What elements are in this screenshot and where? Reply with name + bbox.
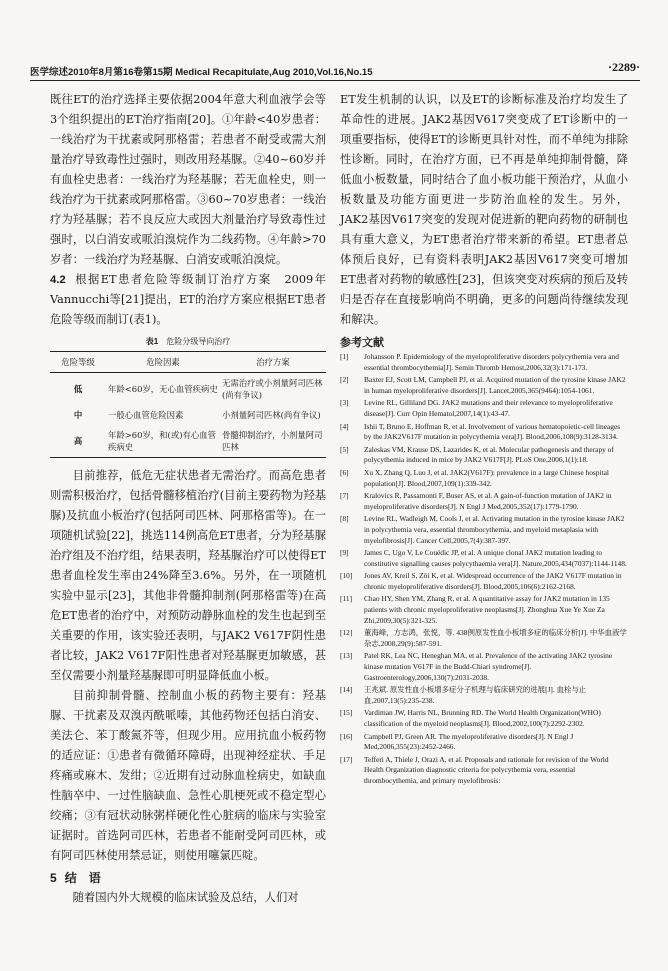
table-header-row	[50, 352, 326, 373]
reference-item	[340, 708, 628, 729]
section-number: 4.2	[50, 274, 66, 286]
reference-number: [6]	[340, 467, 349, 477]
section-text: 结 语	[64, 871, 101, 885]
reference-item	[340, 548, 628, 569]
reference-number: [8]	[340, 514, 349, 524]
reference-item	[340, 571, 628, 592]
reference-text: Johansson P. Epidemiology of the myeloproliferative disorders polycythemia vera and essential thrombocythemia[J]. Semin Thromb Hemost,2006,32(3):171-173.	[364, 352, 619, 372]
reference-item	[340, 468, 628, 489]
reference-list	[340, 352, 628, 787]
reference-item	[340, 491, 628, 512]
reference-number: [1]	[340, 352, 349, 361]
table-caption	[50, 336, 326, 347]
reference-item	[340, 732, 628, 753]
reference-text: Baxter EJ, Scott LM, Campbell PJ, et al. Acquired mutation of the tyrosine kinase JAK2 in human myeloproliferative disorders[J]. Lancet,2005,365(9464):1054-1061.	[364, 375, 626, 395]
table-header-cell: 治疗方案	[220, 352, 326, 373]
reference-number: [17]	[340, 754, 353, 764]
reference-text: Zaleskas VM, Krause DS, Lazarides K, et al. Molecular pathogenesis and therapy of polycythemia induced in mice by JAK2 V617F[J]. PLoS One,2006,1(1):18.	[364, 444, 614, 465]
paragraph-conclusion-cont: ET发生机制的认识，以及ET的诊断标准及治疗均发生了革命性的进展。JAK2基因V617突变成了ET诊断中的一项重要指标，使得ET的诊断更具针对性，而不单纯为排除性诊断。同时，在治疗方面，已不再是单纯抑制骨髓，降低血小板数量，同时结合了血小板功能干预治疗，从血小板数量及功能方面更进一步防治血栓的发生。另外，JAK2基因V617突变的发现对促进新的靶向药物的研制也具有重大意义，为ET患者治疗带来新的希望。ET患者总体预后良好，已有资料表明JAK2基因V617突变可增加ET患者对药物的敏感性[23]，但该突变对疾病的预后及转归是否存在直接影响尚不明确，更多的问题尚待继续发现和解决。	[340, 93, 628, 326]
reference-text: James C, Ugo V, Le Couédic JP, et al. A unique clonal JAK2 mutation leading to constitutive signalling causes polycythaemia vera[J]. Nature,2005,434(7037):1144-1148.	[364, 548, 627, 568]
reference-item	[340, 755, 628, 787]
reference-number: [3]	[340, 398, 349, 408]
reference-text: Campbell PJ, Green AR. The myeloproliferative disorders[J]. N Engl J Med,2006,355(23):2452-2466.	[364, 731, 574, 752]
table-cell-factor: 年龄<60岁，无心血管疾病史	[108, 384, 218, 394]
table-cell-level: 低	[73, 384, 83, 394]
reference-text: Xu X, Zhang Q, Luo J, et al. JAK2(V617F): prevalence in a large Chinese hospital population[J]. Blood,2007,109(1):339-342.	[364, 467, 609, 488]
reference-item	[340, 422, 628, 443]
reference-number: [15]	[340, 708, 353, 718]
reference-text: Kralovics R, Passamonti F, Buser AS, et al. A gain-of-function mutation of JAK2 in myeloproliferative disorders[J]. N Engl J Med,2005,352(17):1779-1790.	[364, 491, 612, 511]
references-heading: 参考文献	[340, 337, 384, 349]
section-text: 根据ET患者危险等级制订治疗方案 2009年Vannucchi等[21]提出，ET的治疗方案应根据ET患者危险等级而制订(表1)。	[50, 273, 326, 326]
left-column	[50, 90, 326, 908]
paragraph-drugs: 目前抑制骨髓、控制血小板的药物主要有：羟基脲、干扰素及双溴丙酰哌嗪，其他药物还包括白消安、美法仑、苯丁酸氮芥等，但现少用。应用抗血小板药物的适应证：①患者有微循环障碍，出现神经症状、手足疼痛或麻木、发绀；②近期有过动脉血栓病史，如缺血性脑卒中、一过性脑缺血、急性心肌梗死或不稳定型心绞痛；③有冠状动脉粥样硬化性心脏病的临床与实验室证据时。首选阿司匹林，若患者不能耐受阿司匹林，或有阿司匹林使用禁忌证，则使用噻氯匹啶。	[50, 689, 326, 862]
paragraph-conclusion: 随着国内外大规模的临床试验及总结，人们对	[72, 891, 299, 904]
table-row	[50, 405, 326, 425]
table-cell-level: 高	[50, 425, 106, 458]
reference-number: [10]	[340, 571, 353, 581]
reference-item	[340, 398, 628, 419]
table-row	[50, 373, 326, 406]
paragraph-guidelines: 既往ET的治疗选择主要依据2004年意大利血液学会等3个组织提出的ET治疗指南[20]。①年龄<40岁患者：一线治疗为干扰素或阿那格雷；若患者不耐受或需大剂量治疗导致毒性过强时，则改用羟基脲。②40~60岁并有血栓史患者：一线治疗为羟基脲；若无血栓史，则一线治疗为干扰素或阿那格雷。③60~70岁患者：一线治疗为羟基脲；若不良反应大或因大剂量治疗导致毒性过强时，以白消安或哌泊溴烷作为二线药物。④年龄>70岁者：一线治疗为羟基脲、白消安或哌泊溴烷。	[50, 93, 326, 266]
reference-number: [7]	[340, 491, 349, 501]
reference-text: Tefferi A, Thiele J, Orazi A, et al. Proposals and rationale for revision of the World Health Organization diagnostic criteria for polycythemia vera, essential thrombocythemia, and primary myelofibrosis:	[364, 754, 609, 785]
table-label: 表1	[145, 337, 159, 346]
reference-item	[340, 594, 628, 626]
journal-citation: 医学综述2010年8月第16卷第15期 Medical Recapitulate,Aug 2010,Vol.16,No.15	[30, 67, 373, 78]
reference-text: Levine RL, Wadleigh M, Cools J, et al. Activating mutation in the tyrosine kinase JAK2 in polycythemia vera, essential thrombocythemia, and myeloid metaplasia with myelofibrosis[J]. Cancer Cell,2005,7(4):387-397.	[364, 514, 625, 545]
reference-item	[340, 685, 628, 706]
reference-text: 王兆斌. 原发性血小板增多症分子机理与临床研究的进展[J]. 血栓与止血,2007,13(5):235-238.	[364, 685, 587, 705]
reference-number: [2]	[340, 375, 349, 385]
table-title: 危险分级导向治疗	[166, 337, 231, 346]
reference-item	[340, 445, 628, 466]
reference-text: 董海峰，方志鸿，张悦，等. 438例原发性血小板增多症的临床分析[J]. 中华血液学杂志,2008,29(9):587-591.	[364, 628, 627, 648]
risk-table	[50, 351, 326, 458]
paragraph-recommendation: 目前推荐，低危无症状患者无需治疗。而高危患者则需积极治疗，包括骨髓移植治疗(目前主要药物为羟基脲)及抗血小板治疗(包括阿司匹林、阿那格雷等)。在一项随机试验[22]，挑选114例高危ET患者，分为羟基脲治疗组及不治疗组，结果表明，羟基脲治疗可以使得ET患者血栓发生率由24%降至3.6%。另外，在一项随机实验中显示[23]，其他非骨髓抑制剂(阿那格雷等)在高危ET患者的治疗中，对预防动静脉血栓的发生也起到至关重要的作用，该实验还表明，与JAK2 V617F阴性患者比较，JAK2 V617F阳性患者对羟基脲更加敏感，甚至仅需要小剂量羟基脲即可明显降低血小板。	[50, 469, 326, 682]
reference-number: [16]	[340, 731, 353, 741]
right-column	[340, 90, 628, 789]
reference-number: [9]	[340, 548, 349, 558]
reference-text: Patel RK, Lea NC, Heneghan MA, et al. Prevalence of the activating JAK2 tyrosine kinase mutation V617F in the Budd-Chiari syndrome[J]. Gastroenterology,2006,130(7):2031-2038.	[364, 651, 613, 682]
table-cell-therapy: 骨髓抑制治疗，小剂量阿司匹林	[220, 425, 326, 458]
reference-number: [5]	[340, 444, 349, 454]
reference-text: Jones AV, Kreil S, Zöi K, et al. Widespread occurrence of the JAK2 V617F mutation in chronic myeloproliferative disorders[J]. Blood,2005,106(6):2162-2168.	[364, 571, 622, 591]
table-cell-therapy: 小剂量阿司匹林(尚有争议)	[222, 410, 321, 420]
table-cell-factor: 年龄>60岁，和(或)有心血管疾病史	[106, 425, 220, 458]
table-cell-therapy: 无需治疗或小剂量阿司匹林(尚有争议)	[222, 378, 323, 400]
page-number: ·2289·	[607, 60, 640, 74]
running-header	[30, 60, 640, 81]
reference-text: Chao HY, Shen YM, Zhang R, et al. A quantitative assay for JAK2 mutation in 135 patients with chronic myeloproliferative neoplasms[J]. Zhonghua Xue Ye Xue Za Zhi,2009,30(5):321-325.	[364, 594, 610, 625]
section-heading-4-2	[50, 270, 326, 330]
reference-item	[340, 352, 628, 373]
reference-number: [12]	[340, 628, 353, 638]
reference-number: [11]	[340, 594, 353, 604]
reference-number: [4]	[340, 421, 349, 431]
reference-item	[340, 375, 628, 396]
reference-text: Levine RL, Gilliland DG. JAK2 mutations and their relevance to myeloproliferative disease[J]. Curr Opin Hematol,2007,14(1):43-47.	[364, 398, 613, 418]
table-row	[50, 425, 326, 458]
table-cell-level: 中	[73, 410, 83, 420]
table-header-cell: 危险因素	[106, 352, 220, 373]
reference-text: Vardiman JW, Harris NL, Brunning RD. The World Health Organization(WHO) classification of the myeloid neoplasms[J]. Blood,2002,100(7):2292-2302.	[364, 708, 601, 728]
table-header-cell: 危险等级	[50, 352, 106, 373]
reference-text: Ishii T, Bruno E, Hoffman R, et al. Involvement of various hematopoietic-cell lineages by the JAK2V617F mutation in polycythemia vera[J]. Blood,2006,108(9):3128-3134.	[364, 421, 621, 442]
section-number: 5	[50, 871, 57, 885]
risk-table-block	[50, 336, 326, 458]
reference-item	[340, 651, 628, 683]
reference-number: [13]	[340, 651, 353, 661]
reference-item	[340, 628, 628, 649]
section-heading-5	[50, 868, 326, 888]
reference-item	[340, 514, 628, 546]
table-cell-factor: 一般心血管危险因素	[108, 410, 184, 420]
reference-number: [14]	[340, 685, 353, 695]
